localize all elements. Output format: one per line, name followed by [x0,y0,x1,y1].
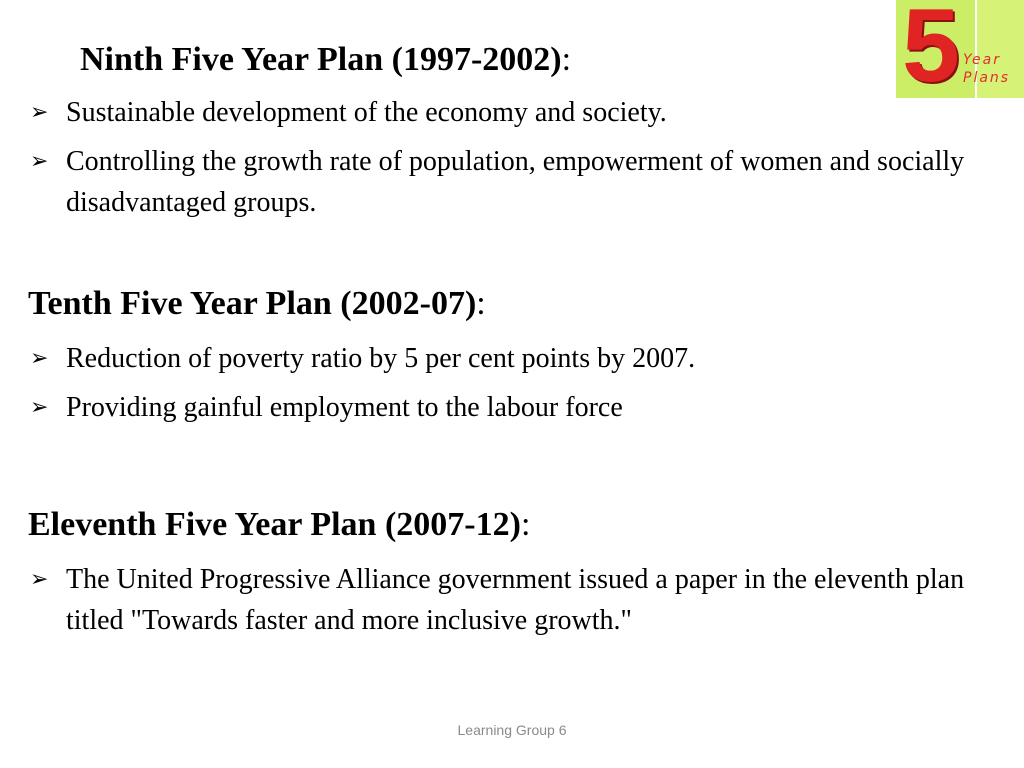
logo-word-plans: Plans [963,70,1011,86]
list-item [30,338,990,379]
logo-word-year: Year [963,52,1001,68]
bullet-text: Controlling the growth rate of population, empowerment of women and socially disadvantaged groups. [66,146,965,218]
list-item [30,92,990,133]
heading-colon: : [561,41,572,78]
arrow-bullet-icon: ➢ [30,346,49,371]
five-year-plans-logo [896,0,1024,104]
heading-text: Ninth Five Year Plan (1997-2002) [80,41,562,78]
footer-label: Learning Group 6 [457,722,567,738]
arrow-bullet-icon: ➢ [30,149,49,174]
section-heading-eleventh-plan [28,505,530,545]
arrow-bullet-icon: ➢ [30,100,49,125]
heading-text: Eleventh Five Year Plan (2007-12) [28,506,521,543]
logo-number: 5 [902,0,958,104]
arrow-bullet-icon: ➢ [30,395,49,420]
list-item [30,559,990,641]
list-item [30,387,990,428]
bullet-text: Sustainable development of the economy and society. [66,97,667,128]
bullet-text: Reduction of poverty ratio by 5 per cent points by 2007. [66,343,696,374]
section-heading-ninth-plan [80,40,571,80]
section-heading-tenth-plan [28,284,486,324]
heading-colon: : [476,285,486,322]
heading-colon: : [520,506,531,543]
heading-text: Tenth Five Year Plan (2002-07) [28,285,477,322]
bullet-text: The United Progressive Alliance government issued a paper in the eleventh plan titled "Towards faster and more inclusive growth." [66,564,965,636]
arrow-bullet-icon: ➢ [30,567,49,592]
list-item [30,141,990,223]
bullet-text: Providing gainful employment to the labour force [66,392,623,423]
